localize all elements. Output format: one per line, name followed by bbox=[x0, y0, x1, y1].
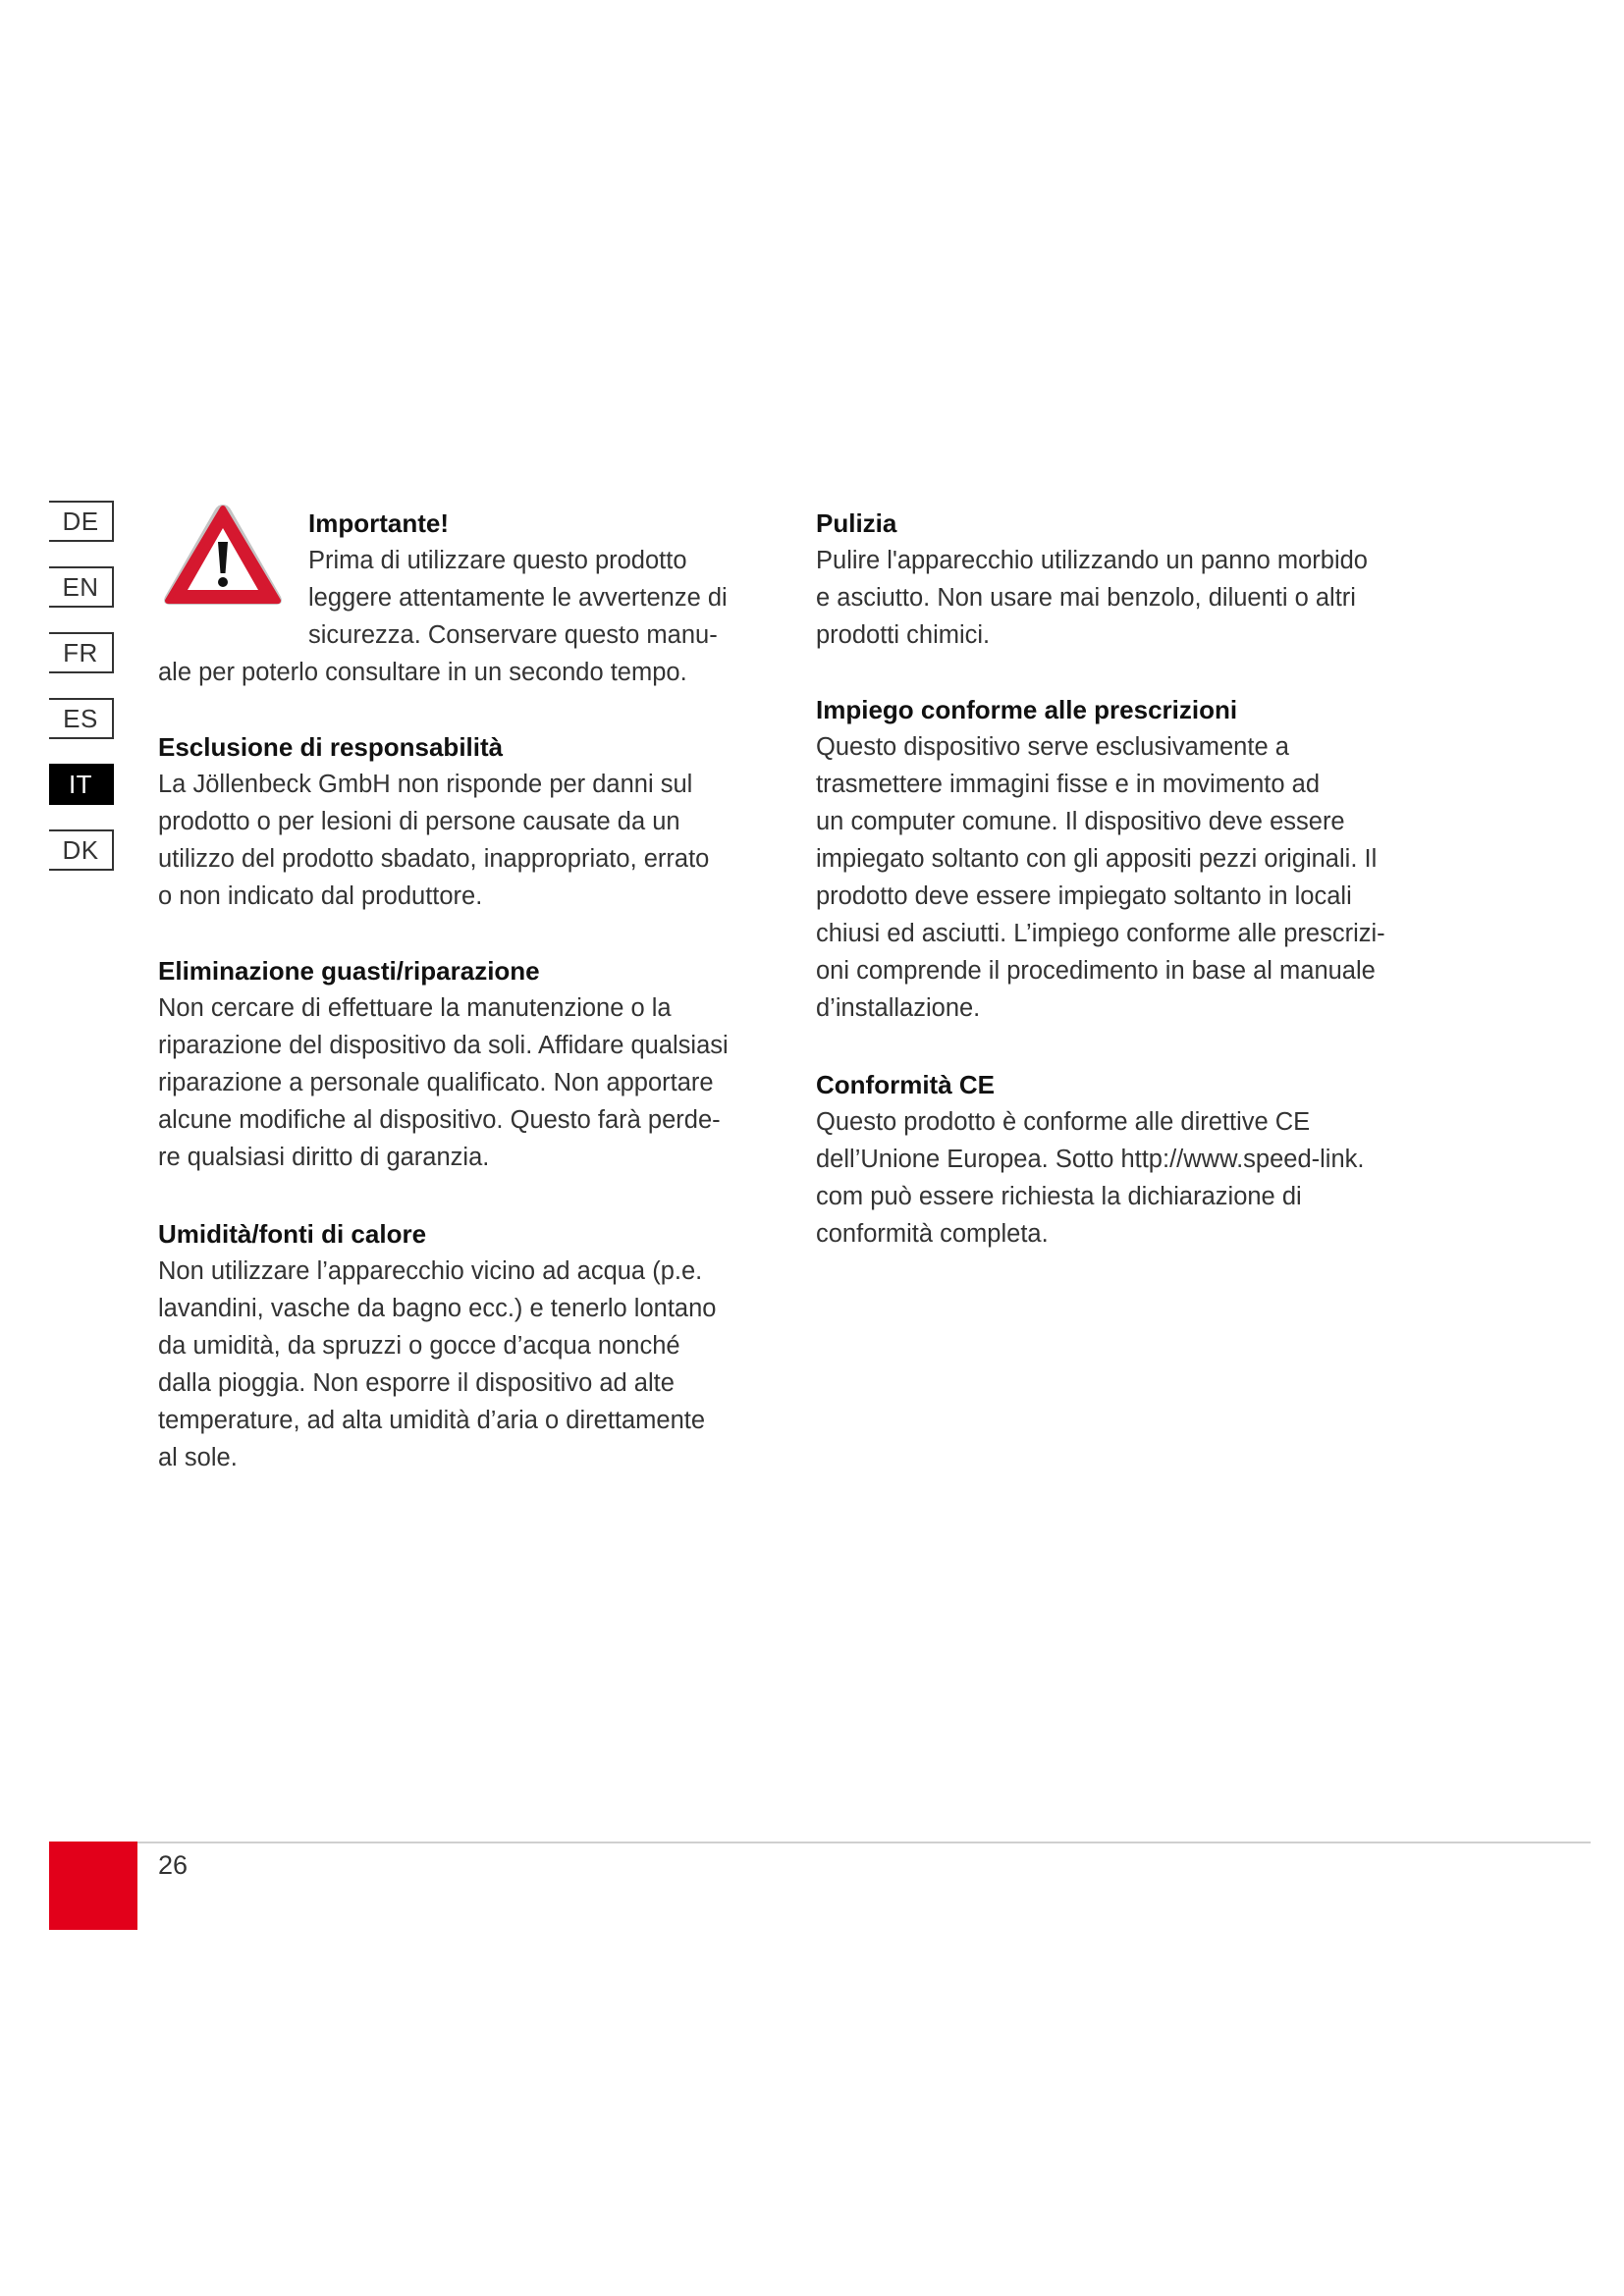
section-disclaimer bbox=[158, 728, 709, 915]
section-line: Non utilizzare l’apparecchio vicino ad acqua (p.e. bbox=[158, 1257, 703, 1285]
section-line: d’installazione. bbox=[816, 994, 981, 1022]
important-line: ale per poterlo consultare in un secondo tempo. bbox=[158, 659, 687, 686]
important-line: sicurezza. Conservare questo manu- bbox=[308, 621, 718, 649]
section-line: impiegato soltanto con gli appositi pezzi originali. Il bbox=[816, 845, 1378, 873]
section-line: riparazione a personale qualificato. Non apportare bbox=[158, 1069, 714, 1096]
section-line: conformità completa. bbox=[816, 1220, 1049, 1248]
tab-en[interactable]: EN bbox=[49, 566, 114, 608]
section-title: Pulizia bbox=[816, 508, 897, 538]
page-number: 26 bbox=[158, 1850, 189, 1880]
section-line: al sole. bbox=[158, 1444, 238, 1471]
section-line: com può essere richiesta la dichiarazione di bbox=[816, 1183, 1302, 1210]
section-title: Impiego conforme alle prescrizioni bbox=[816, 695, 1238, 724]
section-line: prodotto deve essere impiegato soltanto in locali bbox=[816, 882, 1352, 910]
section-line: Non cercare di effettuare la manutenzione o la bbox=[158, 994, 672, 1022]
section-line: Pulire l'apparecchio utilizzando un panno morbido bbox=[816, 547, 1368, 574]
section-line: e asciutto. Non usare mai benzolo, diluenti o altri bbox=[816, 584, 1356, 612]
section-line: oni comprende il procedimento in base al manuale bbox=[816, 957, 1376, 985]
section-line: da umidità, da spruzzi o gocce d’acqua nonché bbox=[158, 1332, 680, 1360]
important-block bbox=[308, 505, 728, 654]
section-title: Eliminazione guasti/riparazione bbox=[158, 956, 540, 986]
section-line: utilizzo del prodotto sbadato, inappropriato, errato bbox=[158, 845, 710, 873]
section-line: prodotto o per lesioni di persone causate da un bbox=[158, 808, 680, 835]
section-line: Questo prodotto è conforme alle direttive CE bbox=[816, 1108, 1311, 1136]
section-cleaning bbox=[816, 505, 1368, 654]
section-line: dalla pioggia. Non esporre il dispositivo ad alte bbox=[158, 1369, 675, 1397]
section-line: chiusi ed asciutti. L’impiego conforme alle prescrizi- bbox=[816, 920, 1385, 947]
tab-it[interactable]: IT bbox=[49, 764, 114, 805]
section-title: Conformità CE bbox=[816, 1070, 995, 1099]
tab-es[interactable]: ES bbox=[49, 698, 114, 739]
section-line: Questo dispositivo serve esclusivamente a bbox=[816, 733, 1289, 761]
section-title: Esclusione di responsabilità bbox=[158, 732, 504, 762]
footer-divider bbox=[137, 1842, 1591, 1843]
section-line: alcune modifiche al dispositivo. Questo farà perde- bbox=[158, 1106, 721, 1134]
footer-accent-block bbox=[49, 1842, 137, 1930]
section-line: La Jöllenbeck GmbH non risponde per danni sul bbox=[158, 771, 693, 798]
section-line: riparazione del dispositivo da soli. Affidare qualsiasi bbox=[158, 1032, 729, 1059]
section-line: prodotti chimici. bbox=[816, 621, 991, 649]
section-intended-use bbox=[816, 691, 1385, 1027]
section-line: re qualsiasi diritto di garanzia. bbox=[158, 1144, 490, 1171]
important-title: Importante! bbox=[308, 508, 449, 538]
important-line: Prima di utilizzare questo prodotto bbox=[308, 547, 687, 574]
section-ce-conformity bbox=[816, 1066, 1365, 1253]
important-line: leggere attentamente le avvertenze di bbox=[308, 584, 728, 612]
section-title: Umidità/fonti di calore bbox=[158, 1219, 427, 1249]
warning-triangle-icon bbox=[159, 499, 287, 611]
section-line: temperature, ad alta umidità d’aria o direttamente bbox=[158, 1407, 706, 1434]
section-line: lavandini, vasche da bagno ecc.) e tenerlo lontano bbox=[158, 1295, 717, 1322]
section-repair bbox=[158, 952, 729, 1176]
section-line: un computer comune. Il dispositivo deve essere bbox=[816, 808, 1345, 835]
section-line: trasmettere immagini fisse e in movimento ad bbox=[816, 771, 1321, 798]
section-humidity bbox=[158, 1215, 716, 1476]
tab-de[interactable]: DE bbox=[49, 501, 114, 542]
section-line: o non indicato dal produttore. bbox=[158, 882, 483, 910]
tab-dk[interactable]: DK bbox=[49, 829, 114, 871]
tab-fr[interactable]: FR bbox=[49, 632, 114, 673]
important-line-wrap bbox=[158, 654, 687, 691]
section-line: dell’Unione Europea. Sotto http://www.speed-link. bbox=[816, 1146, 1365, 1173]
